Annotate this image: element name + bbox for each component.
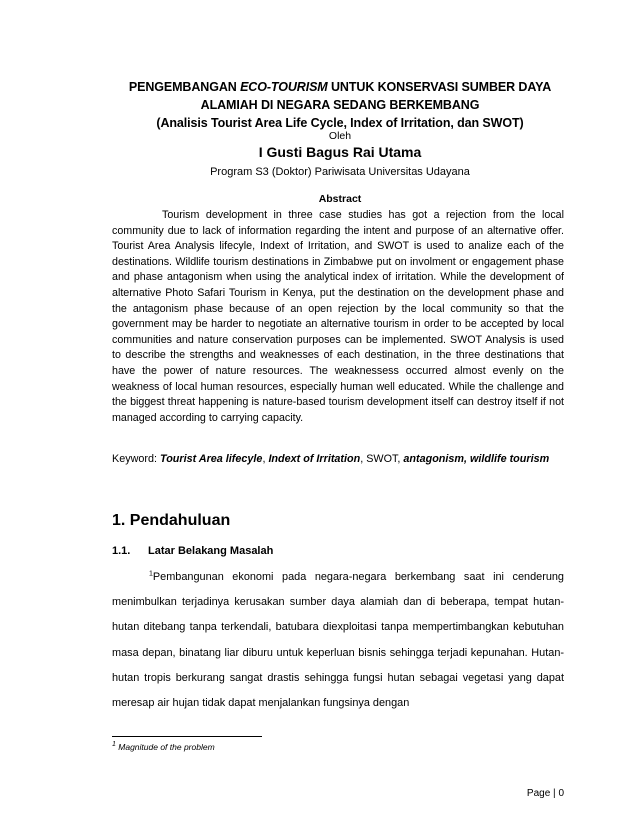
subsection-number: 1.1. [112,545,131,557]
keywords [112,453,572,465]
footnote-number: 1 [112,741,116,749]
author-affiliation: Program S3 (Doktor) Pariwisata Universitas Udayana [210,166,470,178]
keywords-separator-1: , [262,453,269,465]
keyword-1: Tourist Area lifecyle [160,453,263,465]
byline: Oleh [328,130,352,142]
keywords-separator-2: , SWOT, [360,453,404,465]
footnote-reference: 1 [149,570,153,578]
abstract-body [112,208,564,426]
keyword-2: Indext of Irritation [268,453,361,465]
author-name: I Gusti Bagus Rai Utama [258,144,422,160]
page-number-value: 0 [558,788,564,799]
footnote [112,742,215,752]
abstract-text: Tourism development in three case studies has got a rejection from the local community due to lack of information regarding the intent and purpose of an alternative offer. Tourist Area Analysis lifecyle, Indext of Irritation, and SWOT is used to analize each of the destinations. Wildlife tourism destinations in Zimbabwe put on involment or engagement phase and phase antagonism when using the analytical index of irritation. While the development of alternative Photo Safari Tourism in Kenya, put the destination on the development phase and the antagonism phase because of an open rejection by the local community so that the government may be harder to negotiate an alternative tourism in order to be accepted by local communities and nature conservation purposes can be implemented. SWOT Analysis is used to describe the strengths and weaknesses of each destination, in the three destinations that have the power of nature resources. The weaknessess occurred almost evenly on the weakness of local human resources, especially human well educated. While the challenge and the biggest threat happening is nature-based tourism development itself can destroy itself if not managed according to carrying capacity. [112,209,564,424]
body-text: Pembangunan ekonomi pada negara-negara berkembang saat ini cenderung menimbulkan terjadinya kerusakan sumber daya alamiah dan di beberapa, tempat hutan-hutan ditebang tanpa terkendali, batubara diexploitasi tanpa mempertimbangkan kebutuhan masa depan, binatang liar diburu untuk keperluan bisnis sehingga terjadi kepunahan. Hutan-hutan tropis berkurang sangat drastis sehingga fungsi hutan sebagai vegetasi yang dapat meresap air hujan tidak dapat menjalankan fungsinya dengan [112,571,564,710]
subsection-heading [112,545,273,557]
footnote-divider [112,736,262,737]
title-line-2: ALAMIAH DI NEGARA SEDANG BERKEMBANG [200,98,480,112]
title-line-3: (Analisis Tourist Area Life Cycle, Index of Irritation, dan SWOT) [156,116,524,130]
section-heading: 1. Pendahuluan [112,512,231,529]
title-line-1 [100,78,580,96]
abstract-heading: Abstract [318,193,362,205]
title-line-1-italic: ECO-TOURISM [240,80,328,94]
keyword-3: antagonism, wildlife tourism [403,453,550,465]
body-paragraph [112,565,564,716]
page-number [527,788,564,799]
title-line-1-suffix: UNTUK KONSERVASI SUMBER DAYA [327,80,552,94]
page-label: Page | [526,788,559,799]
subsection-title: Latar Belakang Masalah [148,545,274,557]
footnote-text: Magnitude of the problem [115,742,215,752]
keywords-label: Keyword: [112,453,161,465]
title-line-1-prefix: PENGEMBANGAN [128,80,241,94]
